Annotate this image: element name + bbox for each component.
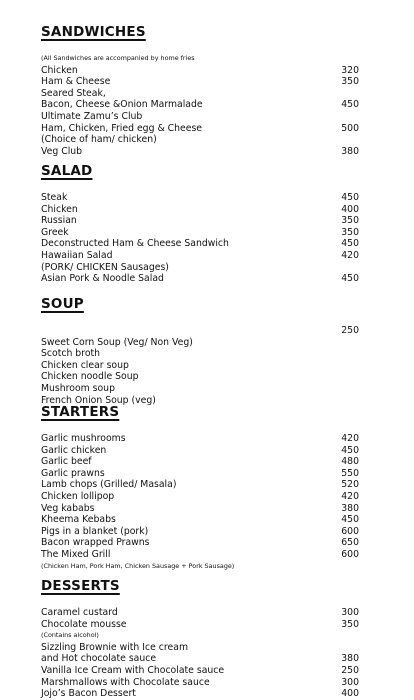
- starters-menu-item: [41, 433, 359, 445]
- item-name: Bacon wrapped Prawns: [41, 537, 150, 549]
- starters-menu-item: [41, 456, 359, 468]
- desserts-menu-item: [41, 607, 359, 619]
- desserts-menu-item: [41, 642, 359, 654]
- item-name: Vanilla Ice Cream with Chocolate sauce: [41, 665, 225, 676]
- item-name: Garlic chicken: [41, 444, 107, 456]
- salad-menu-item: [41, 204, 359, 216]
- item-price: 420: [341, 491, 359, 502]
- item-price: 380: [341, 145, 359, 157]
- desserts-menu-item: [41, 688, 359, 700]
- item-name: Seared Steak,: [41, 87, 106, 99]
- sandwiches-menu-item: [41, 76, 359, 88]
- item-name: (Contains alcohol): [41, 631, 99, 640]
- starters-menu-item: [41, 445, 359, 457]
- desserts-menu-item: [41, 677, 359, 689]
- item-name: Greek: [41, 226, 69, 238]
- item-price: 450: [341, 514, 359, 526]
- item-name: Garlic mushrooms: [41, 433, 126, 444]
- item-name: Chicken: [41, 64, 78, 76]
- salad-menu-item: [41, 250, 359, 262]
- item-name: Scotch broth: [41, 348, 101, 360]
- item-name: French Onion Soup (veg): [41, 394, 156, 406]
- sandwiches-menu-item: [41, 111, 359, 123]
- item-name: Garlic beef: [41, 456, 92, 468]
- item-name: Veg kababs: [41, 502, 95, 514]
- item-price: 420: [341, 433, 359, 444]
- item-name: Caramel custard: [41, 607, 118, 618]
- section-heading-sandwiches: SANDWICHES: [41, 24, 146, 40]
- item-name: (All Sandwiches are accompanied by home fries: [41, 54, 195, 62]
- item-price: 600: [341, 525, 359, 537]
- item-price: 250: [341, 665, 359, 676]
- item-name: Chicken clear soup: [41, 359, 129, 371]
- item-name: Garlic prawns: [41, 467, 105, 479]
- soup-menu-item: [41, 348, 359, 360]
- soup-menu-item: [41, 360, 359, 372]
- sandwiches-menu-item: [41, 65, 359, 77]
- sandwiches-menu-item: [41, 53, 359, 65]
- item-name: Sizzling Brownie with Ice cream: [41, 641, 189, 653]
- item-name: Chicken lollipop: [41, 491, 115, 502]
- sandwiches-menu-item: [41, 123, 359, 135]
- item-price: 550: [341, 467, 359, 479]
- item-name: Marshmallows with Chocolate sauce: [41, 676, 210, 688]
- item-price: 420: [341, 250, 359, 261]
- item-name: Asian Pork & Noodle Salad: [41, 273, 164, 285]
- item-price: 450: [341, 273, 359, 285]
- item-name: Russian: [41, 215, 77, 227]
- item-name: Veg Club: [41, 145, 83, 157]
- sandwiches-menu-item: [41, 88, 359, 100]
- soup-menu-item: [41, 383, 359, 395]
- item-price: 500: [341, 122, 359, 134]
- item-name: Deconstructed Ham & Cheese Sandwich: [41, 238, 229, 250]
- soup-menu-item: [41, 371, 359, 383]
- item-price: 400: [341, 688, 359, 700]
- sandwiches-menu-item: [41, 146, 359, 158]
- item-name: Hawaiian Salad: [41, 250, 113, 261]
- starters-menu-item: [41, 514, 359, 526]
- item-name: (PORK/ CHICKEN Sausages): [41, 261, 169, 273]
- item-name: Ultimate Zamu’s Club: [41, 111, 143, 122]
- sandwiches-menu-item: [41, 99, 359, 111]
- item-price: 650: [341, 537, 359, 549]
- starters-menu-item: [41, 503, 359, 515]
- item-price: 250: [341, 325, 359, 336]
- section-heading-soup: SOUP: [41, 296, 84, 312]
- item-price: 450: [341, 238, 359, 250]
- starters-menu-item: [41, 549, 359, 561]
- item-price: 300: [341, 676, 359, 688]
- item-price: 380: [341, 653, 359, 665]
- item-name: Bacon, Cheese &Onion Marmalade: [41, 99, 203, 111]
- item-name: Jojo’s Bacon Dessert: [41, 688, 136, 700]
- item-price: 450: [341, 99, 359, 111]
- item-price: 450: [341, 192, 359, 203]
- item-name: Sweet Corn Soup (Veg/ Non Veg): [41, 336, 193, 348]
- item-price: 300: [341, 607, 359, 618]
- item-name: Ham, Chicken, Fried egg & Cheese: [41, 122, 203, 134]
- soup-menu-item: [41, 337, 359, 349]
- salad-menu-item: [41, 192, 359, 204]
- item-price: 350: [341, 76, 359, 88]
- salad-menu-item: [41, 215, 359, 227]
- item-name: Chicken noodle Soup: [41, 371, 139, 383]
- item-name: Lamb chops (Grilled/ Masala): [41, 479, 177, 491]
- item-price: 600: [341, 549, 359, 560]
- desserts-menu-item: [41, 653, 359, 665]
- sandwiches-menu-item: [41, 134, 359, 146]
- item-name: Chicken: [41, 203, 78, 215]
- item-price: 480: [341, 456, 359, 468]
- salad-menu-item: [41, 227, 359, 239]
- salad-menu-item: [41, 273, 359, 285]
- item-price: 320: [341, 64, 359, 76]
- item-price: 350: [341, 226, 359, 238]
- item-price: 380: [341, 502, 359, 514]
- desserts-menu-item: [41, 630, 359, 642]
- item-name: Mushroom soup: [41, 383, 115, 394]
- item-name: Steak: [41, 192, 68, 203]
- starters-menu-item: [41, 491, 359, 503]
- soup-menu-item: [41, 325, 359, 337]
- item-name: Pigs in a blanket (pork): [41, 525, 149, 537]
- item-name: Chocolate mousse: [41, 618, 127, 630]
- item-price: 350: [341, 215, 359, 227]
- section-heading-desserts: DESSERTS: [41, 578, 120, 594]
- desserts-menu-item: [41, 619, 359, 631]
- item-price: 350: [341, 618, 359, 630]
- item-name: (Choice of ham/ chicken): [41, 134, 157, 146]
- item-name: The Mixed Grill: [41, 549, 111, 560]
- item-name: Kheema Kebabs: [41, 514, 116, 526]
- item-price: 520: [341, 479, 359, 491]
- starters-menu-item: [41, 561, 359, 573]
- item-name: (Chicken Ham, Pork Ham, Chicken Sausage + Pork Sausage): [41, 561, 235, 570]
- starters-menu-item: [41, 537, 359, 549]
- item-name: and Hot chocolate sauce: [41, 653, 157, 665]
- desserts-menu-item: [41, 665, 359, 677]
- salad-menu-item: [41, 262, 359, 274]
- starters-menu-item: [41, 468, 359, 480]
- section-heading-salad: SALAD: [41, 163, 93, 179]
- item-price: 400: [341, 203, 359, 215]
- item-price: 450: [341, 444, 359, 456]
- starters-menu-item: [41, 479, 359, 491]
- section-heading-starters: STARTERS: [41, 404, 120, 420]
- salad-menu-item: [41, 238, 359, 250]
- item-name: Ham & Cheese: [41, 76, 111, 88]
- starters-menu-item: [41, 526, 359, 538]
